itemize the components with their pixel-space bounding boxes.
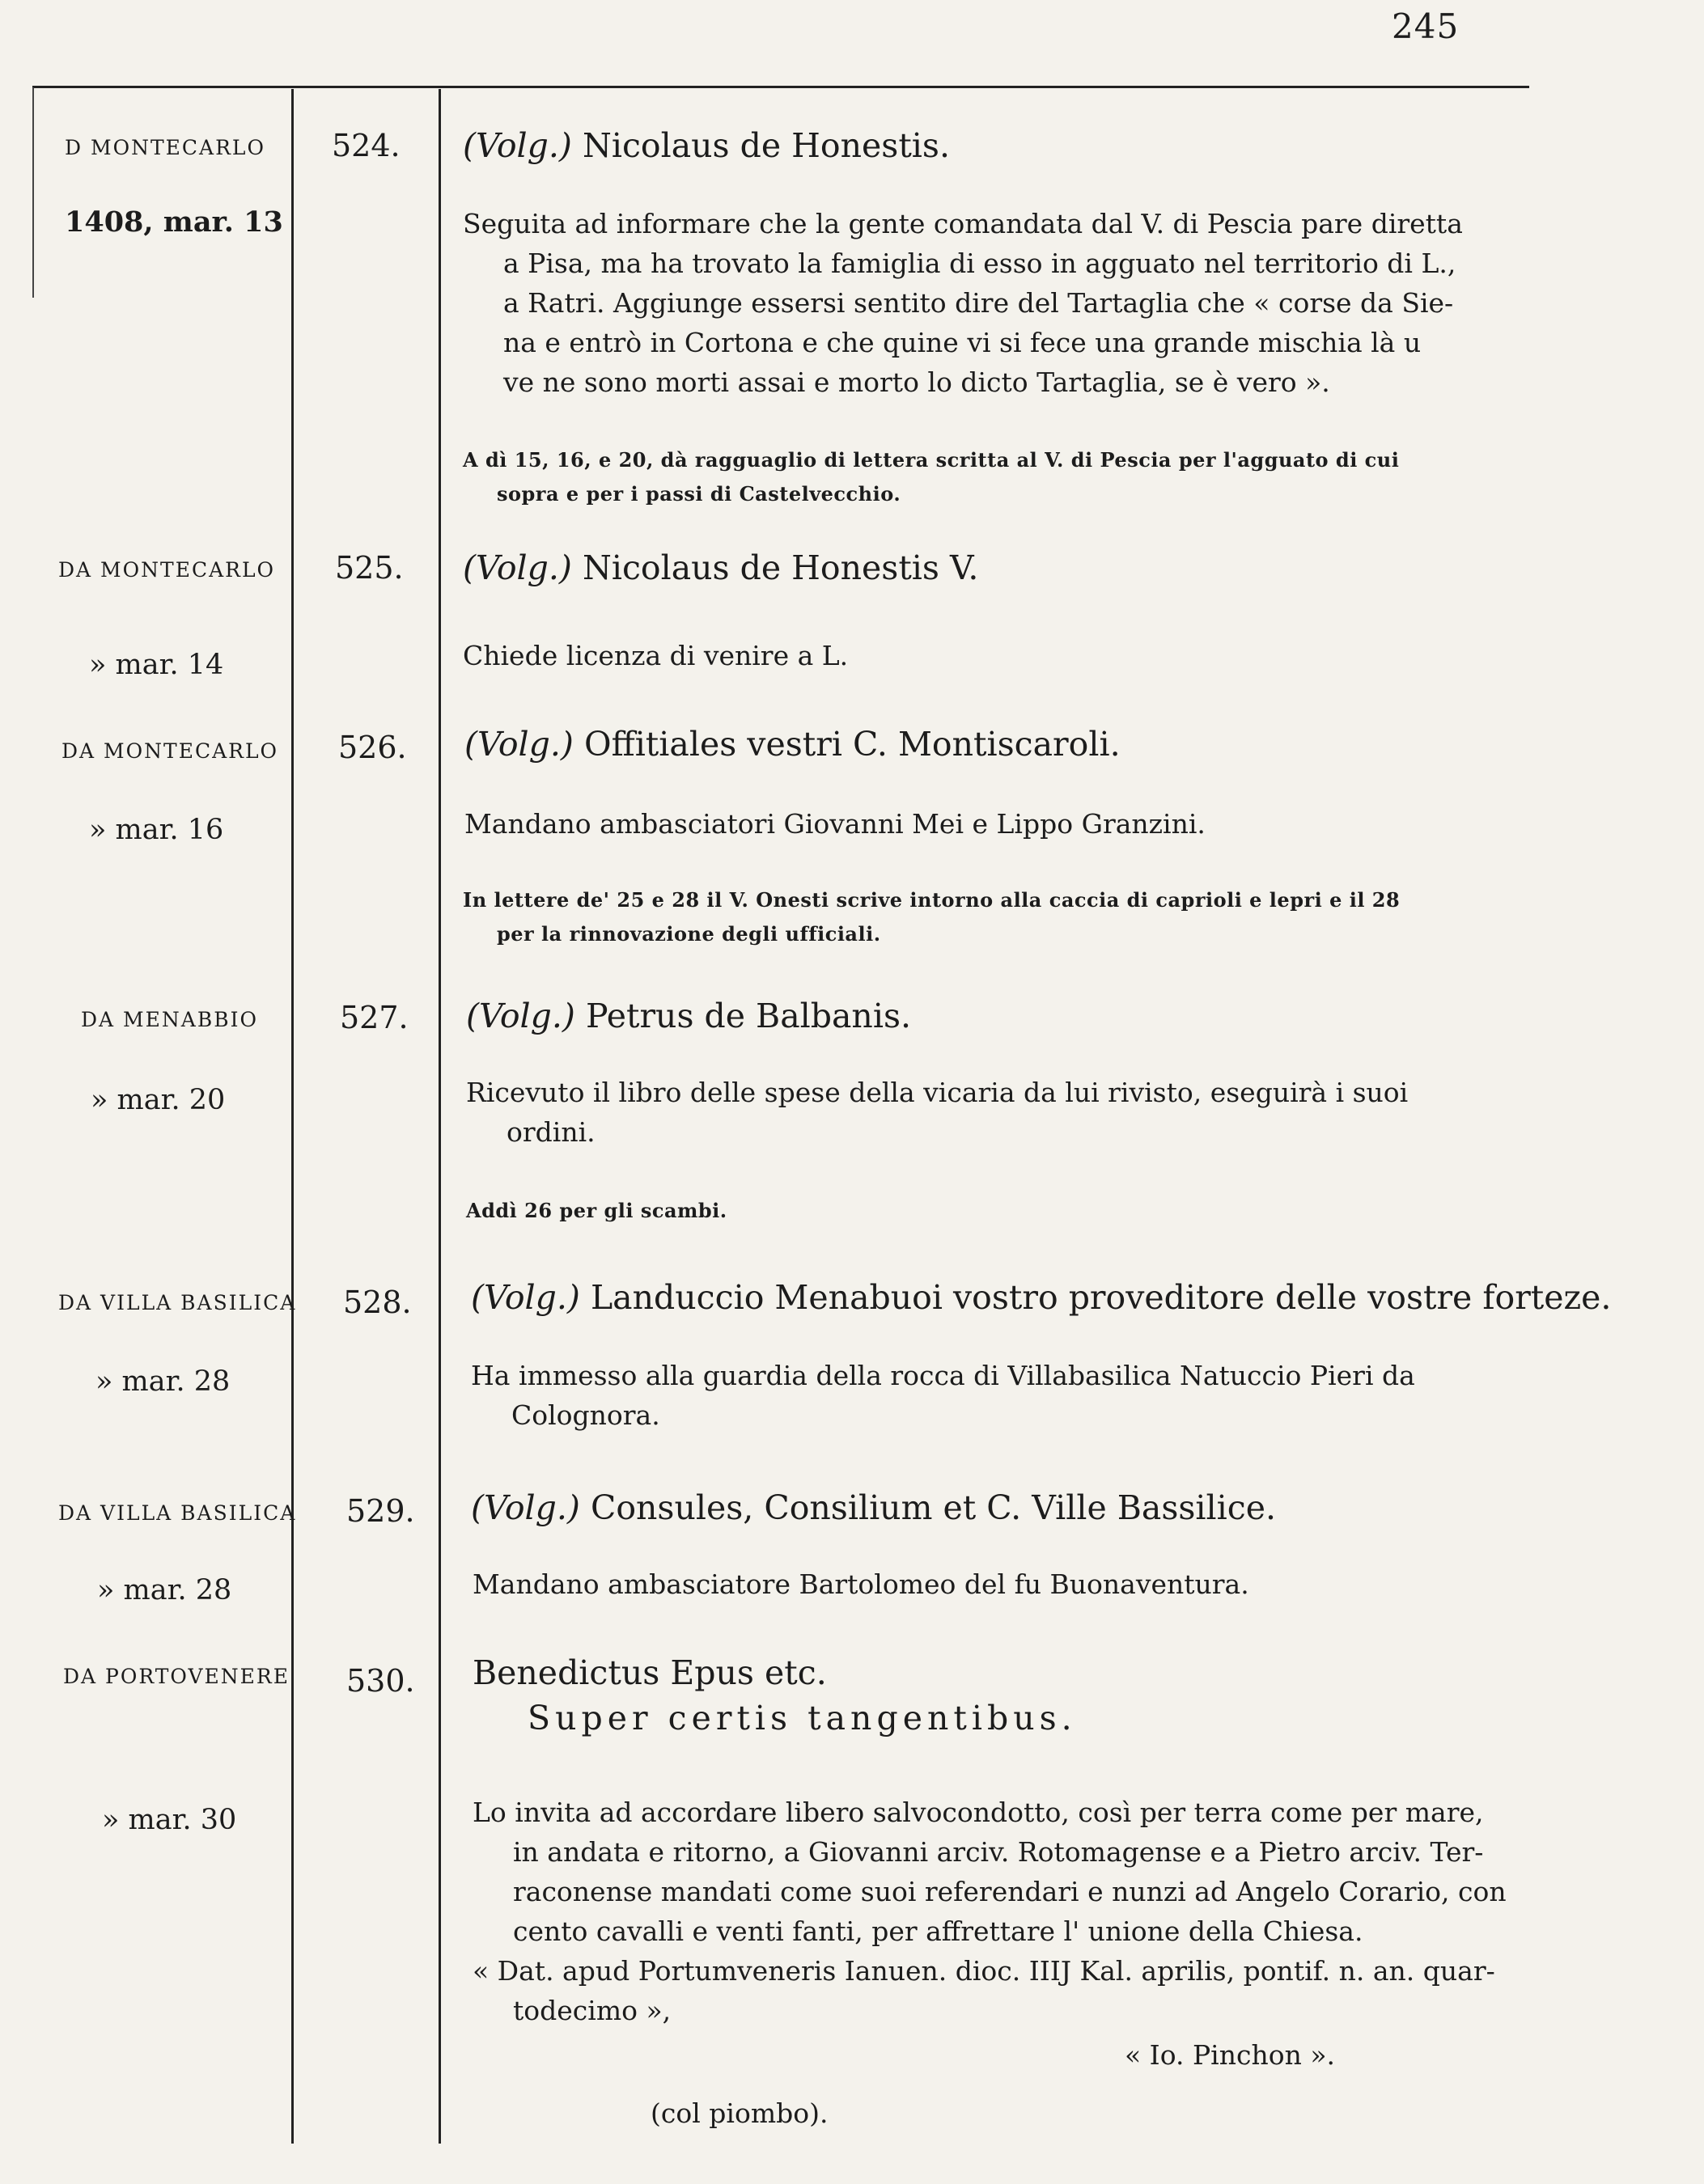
entry-body: [471, 1356, 1539, 1435]
entry-date: » mar. 14: [89, 649, 224, 681]
entry-body: [473, 1564, 1541, 1604]
body-line: Lo invita ad accordare libero salvocondotto, così per terra come per mare,: [473, 1797, 1484, 1828]
entry-place: DA VILLA BASILICA: [58, 1291, 297, 1314]
entry-body: [464, 804, 1532, 844]
entry-heading: Benedictus Epus etc.: [473, 1653, 827, 1692]
entry-number: 524.: [332, 128, 401, 163]
note-line: sopra e per i passi di Castelvecchio.: [497, 482, 901, 506]
entry-place: DA MENABBIO: [81, 1008, 258, 1031]
entry-number: 525.: [335, 550, 404, 586]
body-line: a Ratri. Aggiunge essersi sentito dire del Tartaglia che « corse da Sie-: [503, 287, 1454, 319]
entry-number: 527.: [340, 1000, 409, 1035]
body-line: Mandano ambasciatore Bartolomeo del fu Buonaventura.: [473, 1568, 1249, 1600]
entry-number: 528.: [343, 1285, 412, 1320]
entry-date: » mar. 16: [89, 814, 224, 846]
note-line: Addì 26 per gli scambi.: [466, 1199, 727, 1222]
entry-sender: Nicolaus de Honestis V.: [571, 548, 979, 587]
entry-body: [473, 1792, 1541, 2030]
note-line: A dì 15, 16, e 20, dà ragguaglio di lettera scritta al V. di Pescia per l'agguato di cui: [463, 448, 1400, 472]
entry-date: 1408, mar. 13: [65, 205, 283, 239]
left-margin-rule: [32, 87, 34, 298]
entry-date: » mar. 28: [95, 1365, 231, 1398]
entry-heading: [463, 548, 978, 587]
entry-date: » mar. 20: [91, 1084, 226, 1116]
entry-number: 530.: [346, 1663, 415, 1699]
entry-body: [466, 1073, 1534, 1152]
entry-sender: Nicolaus de Honestis.: [571, 126, 950, 165]
body-line: « Dat. apud Portumveneris Ianuen. dioc. IIIJ Kal. aprilis, pontif. n. an. quar-: [473, 1955, 1495, 1987]
entry-heading: [471, 1278, 1611, 1317]
entry-date: » mar. 30: [102, 1804, 237, 1836]
seal-note: (col piombo).: [651, 2097, 829, 2129]
volg-label: (Volg.): [464, 725, 574, 764]
body-line: Ricevuto il libro delle spese della vicaria da lui rivisto, eseguirà i suoi: [466, 1077, 1409, 1108]
page-number: 245: [1392, 6, 1460, 46]
entry-sender: Petrus de Balbanis.: [574, 997, 912, 1035]
entry-heading: [466, 997, 911, 1035]
entry-body: [463, 204, 1531, 402]
signature: « Io. Pinchon ».: [1125, 2039, 1336, 2071]
note-line: per la rinnovazione degli ufficiali.: [497, 922, 881, 946]
column-rule-1: [291, 89, 294, 2144]
entry-sender: Consules, Consilium et C. Ville Bassilice.: [579, 1488, 1277, 1527]
entry-place: D MONTECARLO: [65, 136, 265, 159]
volg-label: (Volg.): [471, 1488, 580, 1527]
top-rule: [32, 86, 1529, 88]
entry-body: [463, 636, 1531, 675]
entry-number: 529.: [346, 1493, 415, 1529]
body-line: ordini.: [507, 1116, 596, 1148]
entry-date: » mar. 28: [97, 1574, 232, 1606]
entry-heading: [471, 1488, 1276, 1527]
body-line: ve ne sono morti assai e morto lo dicto Tartaglia, se è vero ».: [503, 366, 1330, 398]
entry-place: DA MONTECARLO: [58, 558, 276, 582]
entry-note: [463, 883, 1531, 951]
entry-heading: [464, 725, 1121, 764]
entry-place: DA VILLA BASILICA: [58, 1501, 297, 1525]
volg-label: (Volg.): [471, 1278, 580, 1317]
entry-sender: Offitiales vestri C. Montiscaroli.: [573, 725, 1121, 764]
volg-label: (Volg.): [463, 126, 572, 165]
body-line: Colognora.: [511, 1399, 660, 1431]
column-rule-2: [439, 89, 441, 2144]
body-line: Seguita ad informare che la gente comandata dal V. di Pescia pare diretta: [463, 208, 1463, 239]
body-line: raconense mandati come suoi referendari e nunzi ad Angelo Corario, con: [513, 1876, 1507, 1907]
body-line: in andata e ritorno, a Giovanni arciv. Rotomagense e a Pietro arciv. Ter-: [513, 1836, 1484, 1868]
entry-heading: [463, 126, 950, 165]
body-line: cento cavalli e venti fanti, per affrettare l' unione della Chiesa.: [513, 1915, 1363, 1947]
body-line: a Pisa, ma ha trovato la famiglia di esso in agguato nel territorio di L.,: [503, 248, 1456, 279]
entry-number: 526.: [338, 730, 407, 765]
body-line: na e entrò in Cortona e che quine vi si fece una grande mischia là u: [503, 327, 1422, 358]
volg-label: (Volg.): [466, 997, 575, 1035]
entry-note: [466, 1194, 1534, 1228]
entry-place: DA PORTOVENERE: [63, 1665, 290, 1688]
note-line: In lettere de' 25 e 28 il V. Onesti scrive intorno alla caccia di caprioli e lepri e il 28: [463, 888, 1401, 912]
body-line: Ha immesso alla guardia della rocca di Villabasilica Natuccio Pieri da: [471, 1360, 1415, 1391]
entry-place: DA MONTECARLO: [61, 739, 279, 763]
volg-label: (Volg.): [463, 548, 572, 587]
body-line: todecimo »,: [513, 1995, 672, 2026]
entry-subheading: Super certis tangentibus.: [528, 1699, 1077, 1737]
body-line: Mandano ambasciatori Giovanni Mei e Lippo Granzini.: [464, 808, 1206, 840]
entry-note: [463, 443, 1531, 511]
body-line: Chiede licenza di venire a L.: [463, 640, 849, 671]
entry-sender: Landuccio Menabuoi vostro proveditore delle vostre forteze.: [579, 1278, 1612, 1317]
